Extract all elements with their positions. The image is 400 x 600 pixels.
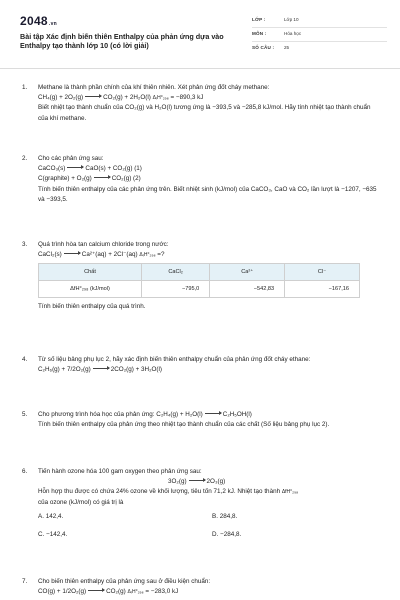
table-cell: −542,83 xyxy=(210,281,285,298)
question-text: Methane là thành phần chính của khí thiên nhiên. Xét phản ứng đốt cháy methane: xyxy=(38,84,270,91)
meta-question-count: SỐ CÂU : 25 xyxy=(252,45,290,50)
question-5 xyxy=(22,410,380,430)
meta-grade: LỚP : Lớp 10 xyxy=(252,17,299,22)
question-3 xyxy=(22,240,380,313)
reaction-arrow-icon xyxy=(205,413,221,414)
question-text: Cho biến thiên enthalpy của phản ứng sau ở điều kiện chuẩn: xyxy=(38,578,211,585)
reaction-arrow-icon xyxy=(93,368,109,369)
question-text: Tính biến thiên enthalpy của các phản ứng trên. Biết nhiệt sinh (kJ/mol) của CaCO₃, CaO và CO₂ lần lượt là −1207, −635 và −393,5. xyxy=(38,185,377,203)
question-text: Biết nhiệt tạo thành chuẩn của CO₂(g) và H₂O(l) tương ứng là −393,5 và −285,8 kJ/mol. Hãy tính nhiệt tạo thành chuẩn của khí methane. xyxy=(38,104,371,122)
choice-d[interactable]: D. −284,8. xyxy=(212,530,242,538)
reaction-equation: C₂H₆(g) + 7/2O₂(g) 2CO₂(g) + 3H₂O(l) xyxy=(38,366,162,374)
reaction-arrow-icon xyxy=(85,96,101,97)
table-header-cell: Ca²⁺ xyxy=(210,264,285,281)
reaction-equation: 3O₂(g) 2O₃(g) xyxy=(168,478,226,486)
site-logo[interactable]: 2048.vn xyxy=(20,14,58,28)
question-number: 6. xyxy=(22,468,28,475)
reaction-equation: CaCl₂(s) Ca²⁺(aq) + 2Cl⁻(aq) ΔᵣH°₂₉₈ =? xyxy=(38,251,165,259)
question-7 xyxy=(22,577,380,597)
reaction-equation: CaCO₃(s) CaO(s) + CO₂(g) (1) xyxy=(38,165,142,173)
table-header-cell: Chất xyxy=(39,264,142,281)
reaction-equation: C(graphite) + O₂(g) CO₂(g) (2) xyxy=(38,175,141,183)
question-number: 3. xyxy=(22,241,28,248)
question-text: Từ số liệu bảng phụ lục 2, hãy xác định biến thiên enthalpy chuẩn của phản ứng đốt cháy ethane: xyxy=(38,356,311,363)
reaction-arrow-icon xyxy=(189,480,205,481)
question-2 xyxy=(22,154,380,205)
meta-subject: MÔN : Hóa học xyxy=(252,31,302,36)
reaction-arrow-icon xyxy=(88,590,104,591)
reaction-arrow-icon xyxy=(94,177,110,178)
question-text: Tính biến thiên enthalpy của quá trình. xyxy=(38,303,146,311)
document-header xyxy=(0,0,400,69)
document-title: Bài tập Xác định biến thiên Enthalpy của phản ứng dựa vào Enthalpy tạo thành lớp 10 (có lời giải) xyxy=(20,32,224,50)
table-cell: ΔfH°₂₉₈ (kJ/mol) xyxy=(39,281,142,298)
question-6 xyxy=(22,467,380,540)
table-cell: −795,0 xyxy=(142,281,210,298)
reaction-equation: CO(g) + 1/2O₂(g) CO₂(g) ΔᵣH°₂₉₈ = −283,0 kJ xyxy=(38,588,179,596)
question-number: 7. xyxy=(22,578,28,585)
choice-a[interactable]: A. 142,4. xyxy=(38,512,64,520)
question-text: Cho các phản ứng sau: xyxy=(38,155,104,162)
question-number: 2. xyxy=(22,155,28,162)
question-4 xyxy=(22,355,380,375)
table-cell: −167,16 xyxy=(285,281,360,298)
question-1 xyxy=(22,83,380,124)
question-text: Tiến hành ozone hóa 100 gam oxygen theo phản ứng sau: xyxy=(38,468,202,475)
question-number: 1. xyxy=(22,84,28,91)
enthalpy-table xyxy=(38,263,360,298)
meta-divider xyxy=(252,41,387,42)
question-text: Hỗn hợp thu được có chứa 24% ozone về khối lượng, tiêu tốn 71,2 kJ. Nhiệt tạo thành ΔfH°₂₉₈ xyxy=(38,488,299,496)
question-text: của ozone (kJ/mol) có giá trị là xyxy=(38,498,124,506)
table-header-row xyxy=(39,264,360,281)
table-header-cell: CaCl₂ xyxy=(142,264,210,281)
question-number: 5. xyxy=(22,411,28,418)
reaction-arrow-icon xyxy=(64,253,80,254)
question-text: Cho phương trình hóa học của phản ứng: C₂H₄(g) + H₂O(l) C₂H₅OH(l) xyxy=(38,411,252,418)
choice-b[interactable]: B. 284,8. xyxy=(212,512,238,520)
choice-c[interactable]: C. −142,4. xyxy=(38,530,68,538)
question-text: Quá trình hòa tan calcium chloride trong nước: xyxy=(38,241,169,248)
question-number: 4. xyxy=(22,356,28,363)
table-header-cell: Cl⁻ xyxy=(285,264,360,281)
meta-divider xyxy=(252,27,387,28)
reaction-equation: CH₄(g) + 2O₂(g) CO₂(g) + 2H₂O(l) ΔᵣH°₂₉₈ = −890,3 kJ xyxy=(38,94,204,102)
answer-choices xyxy=(38,510,380,540)
table-row xyxy=(39,281,360,298)
reaction-arrow-icon xyxy=(67,167,83,168)
question-text: Tính biến thiên enthalpy của phản ứng theo nhiệt tạo thành chuẩn của các chất (Số liệu bảng phụ lục 2). xyxy=(38,421,330,429)
